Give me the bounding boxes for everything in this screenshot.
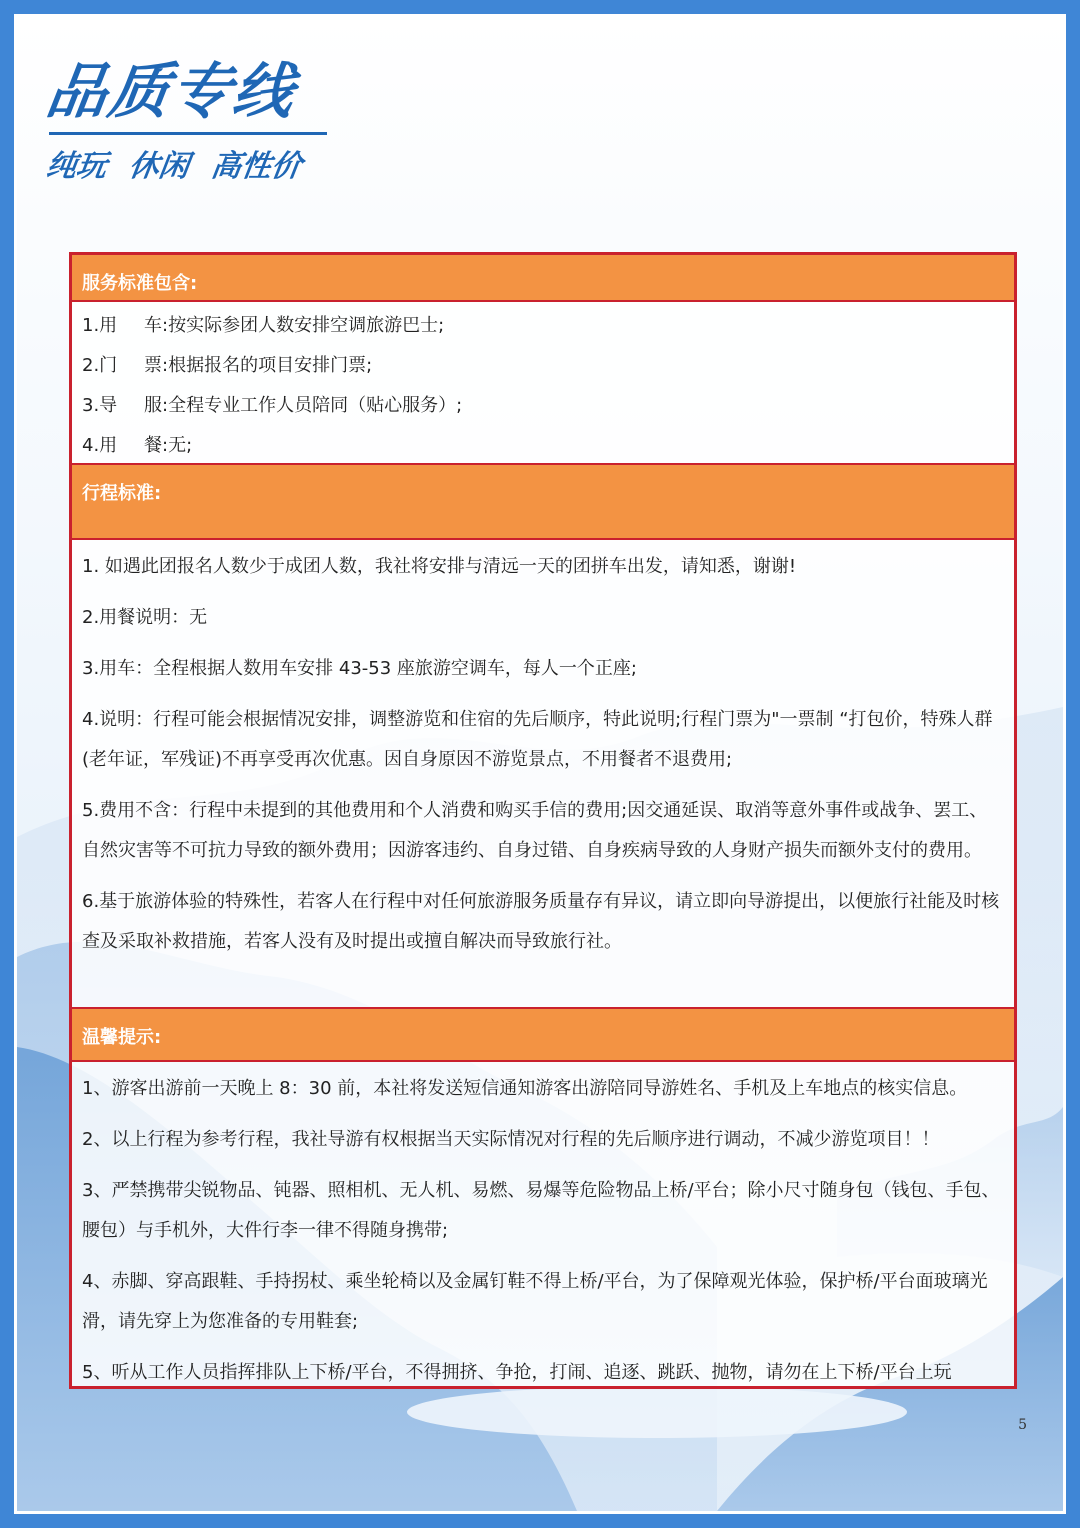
list-item: 5.费用不含：行程中未提到的其他费用和个人消费和购买手信的费用;因交通延误、取消等意外事件或战争、罢工、自然灾害等不可抗力导致的额外费用；因游客违约、自身过错、自身疾病导致的人身财产损失而额外支付的费用。 <box>82 800 988 861</box>
list-item: 5、听从工作人员指挥排队上下桥/平台，不得拥挤、争抢，打闹、追逐、跳跃、抛物，请勿在上下桥/平台上玩 <box>82 1362 952 1383</box>
list-item: 1. 如遇此团报名人数少于成团人数，我社将安排与清远一天的团拼车出发，请知悉，谢谢! <box>82 556 797 577</box>
list-item: 4.用 餐:无; <box>82 435 193 456</box>
list-item: 6.基于旅游体验的特殊性，若客人在行程中对任何旅游服务质量存有异议，请立即向导游提出，以便旅行社能及时核查及采取补救措施，若客人没有及时提出或擅自解决而导致旅行社。 <box>82 891 1000 952</box>
brand-subtitle: 纯玩 休闲 高性价 <box>44 149 304 184</box>
list-item: 1、游客出游前一天晚上 8：30 前，本社将发送短信通知游客出游陪同导游姓名、手机及上车地点的核实信息。 <box>82 1078 968 1099</box>
service-header-text: 服务标准包含: <box>82 273 198 294</box>
tips-header <box>71 1008 1015 1061</box>
list-item: 2、以上行程为参考行程，我社导游有权根据当天实际情况对行程的先后顺序进行调动，不减少游览项目！！ <box>82 1129 940 1150</box>
itinerary-body <box>71 539 1015 1008</box>
list-item: 2.用餐说明：无 <box>82 607 208 628</box>
service-header <box>71 254 1015 301</box>
list-item: 4、赤脚、穿高跟鞋、手持拐杖、乘坐轮椅以及金属钉鞋不得上桥/平台，为了保障观光体验，保护桥/平台面玻璃光滑，请先穿上为您准备的专用鞋套; <box>82 1271 988 1332</box>
service-body <box>71 301 1015 464</box>
page-number: 5 <box>1018 1417 1027 1433</box>
itinerary-header-text: 行程标准: <box>82 483 162 504</box>
list-item: 3、严禁携带尖锐物品、钝器、照相机、无人机、易燃、易爆等危险物品上桥/平台；除小尺寸随身包（钱包、手包、腰包）与手机外，大件行李一律不得随身携带; <box>82 1180 1000 1241</box>
brand-underline <box>49 132 327 135</box>
page-content <box>14 14 1066 1514</box>
list-item: 2.门 票:根据报名的项目安排门票; <box>82 355 373 376</box>
list-item: 4.说明：行程可能会根据情况安排，调整游览和住宿的先后顺序，特此说明;行程门票为"一票制 “打包价，特殊人群(老年证，军残证)不再享受再次优惠。因自身原因不游览景点，不用餐者不退费用; <box>82 709 993 770</box>
list-item: 3.导 服:全程专业工作人员陪同（贴心服务）; <box>82 395 463 416</box>
list-item: 1.用 车:按实际参团人数安排空调旅游巴士; <box>82 315 445 336</box>
brand-block <box>42 55 327 185</box>
brand-title: 品质专线 <box>42 57 300 127</box>
list-item: 3.用车：全程根据人数用车安排 43-53 座旅游空调车，每人一个正座; <box>82 658 637 679</box>
tips-header-text: 温馨提示: <box>82 1027 162 1048</box>
info-table <box>69 252 1017 1389</box>
tips-body <box>71 1061 1015 1387</box>
itinerary-header <box>71 464 1015 539</box>
